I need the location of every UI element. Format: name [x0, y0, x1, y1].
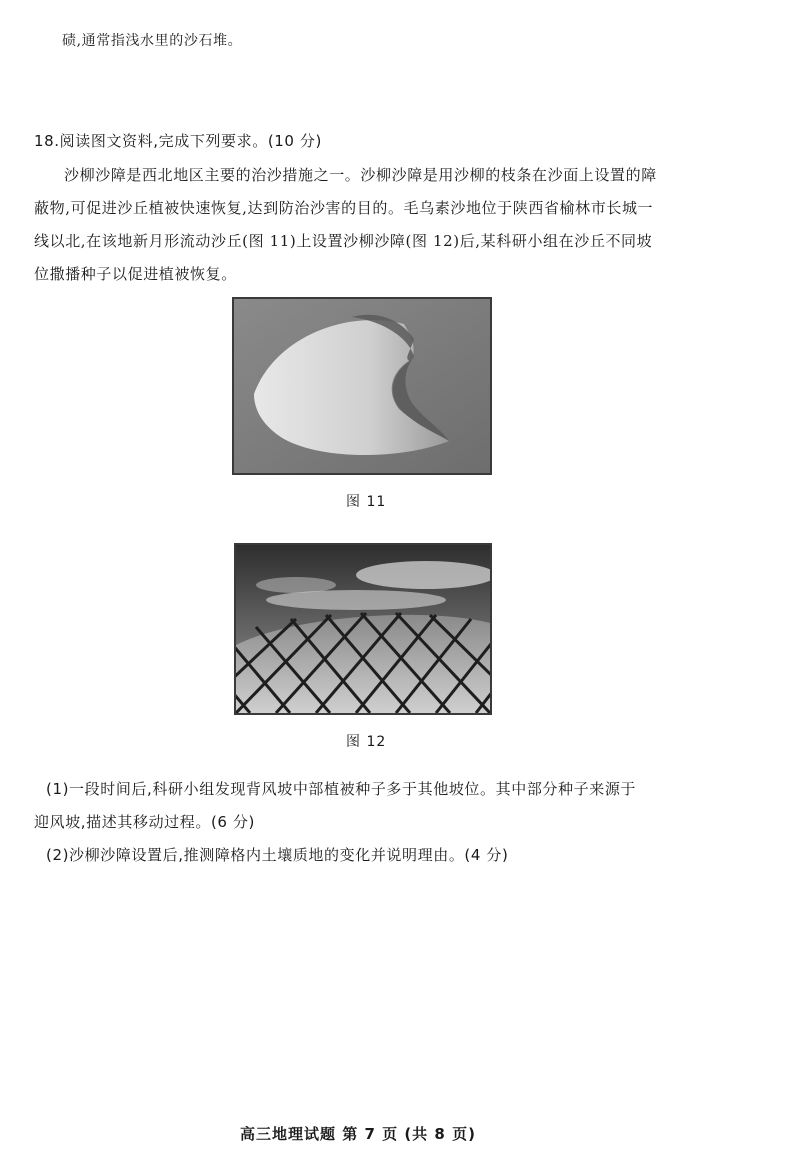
paragraph-line: 蔽物,可促进沙丘植被快速恢复,达到防治沙害的目的。毛乌素沙地位于陕西省榆林市长城一 — [34, 199, 654, 217]
paragraph-line: 位撒播种子以促进植被恢复。 — [34, 265, 237, 283]
figure-11-caption: 图 11 — [346, 494, 387, 510]
top-fragment-text: 碛,通常指浅水里的沙石堆。 — [62, 33, 243, 49]
question-header: 18.阅读图文资料,完成下列要求。(10 分) — [34, 132, 322, 150]
sub-question-1-line: (1)一段时间后,科研小组发现背风坡中部植被种子多于其他坡位。其中部分种子来源于 — [46, 780, 637, 798]
sub-question-1-line: 迎风坡,描述其移动过程。(6 分) — [34, 813, 255, 831]
page-footer: 高三地理试题 第 7 页 (共 8 页) — [240, 1125, 476, 1143]
sub-question-2: (2)沙柳沙障设置后,推测障格内土壤质地的变化并说明理由。(4 分) — [46, 846, 509, 864]
figure-12-sand-barrier-image — [234, 543, 492, 715]
crescent-dune-illustration — [234, 299, 490, 473]
sand-barrier-grid-illustration — [236, 545, 490, 713]
figure-11-crescent-dune-image — [232, 297, 492, 475]
paragraph-line: 沙柳沙障是西北地区主要的治沙措施之一。沙柳沙障是用沙柳的枝条在沙面上设置的障 — [64, 166, 657, 184]
figure-12-caption: 图 12 — [346, 734, 387, 750]
paragraph-line: 线以北,在该地新月形流动沙丘(图 11)上设置沙柳沙障(图 12)后,某科研小组在沙丘不同坡 — [34, 232, 653, 250]
